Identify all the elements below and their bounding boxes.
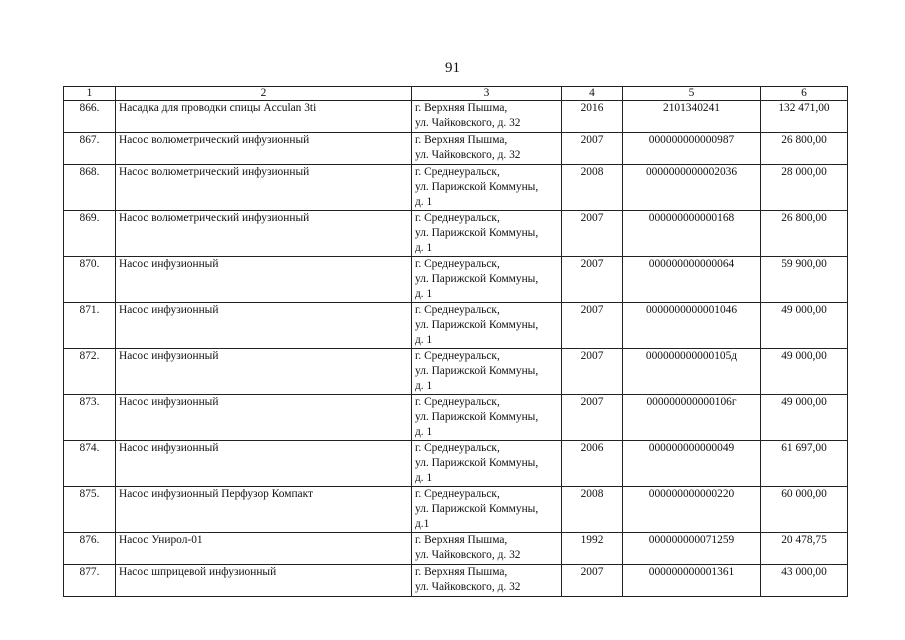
item-name-cell: Насос волюметрический инфузионный (116, 165, 412, 211)
address-line: ул. Парижской Коммуны, (415, 227, 539, 239)
address-cell (412, 441, 562, 487)
table-row (64, 441, 848, 487)
address-cell (412, 133, 562, 165)
cost-cell: 61 697,00 (761, 441, 848, 487)
year-cell: 2008 (562, 487, 623, 533)
address-line: г. Верхняя Пышма, (415, 534, 508, 546)
row-number-cell: 869. (64, 211, 116, 257)
address-cell (412, 395, 562, 441)
column-number-row (64, 87, 848, 101)
address-line: ул. Парижской Коммуны, (415, 457, 539, 469)
table-row (64, 303, 848, 349)
inventory-number-cell: 000000000000220 (623, 487, 761, 533)
address-line: г. Верхняя Пышма, (415, 566, 508, 578)
year-cell: 2007 (562, 133, 623, 165)
address-line: д. 1 (415, 288, 433, 300)
column-header-2: 2 (116, 87, 412, 101)
inventory-number-cell: 000000000000168 (623, 211, 761, 257)
table-row (64, 257, 848, 303)
cost-cell: 43 000,00 (761, 565, 848, 597)
inventory-number-cell: 0000000000002036 (623, 165, 761, 211)
address-line: ул. Парижской Коммуны, (415, 411, 539, 423)
table-row (64, 395, 848, 441)
year-cell: 2007 (562, 349, 623, 395)
address-line: г. Среднеуральск, (415, 258, 500, 270)
item-name-cell: Насос волюметрический инфузионный (116, 133, 412, 165)
address-cell (412, 257, 562, 303)
item-name-cell: Насос инфузионный (116, 349, 412, 395)
row-number-cell: 876. (64, 533, 116, 565)
year-cell: 2016 (562, 101, 623, 133)
inventory-number-cell: 000000000071259 (623, 533, 761, 565)
cost-cell: 26 800,00 (761, 133, 848, 165)
item-name-cell: Насос инфузионный (116, 303, 412, 349)
cost-cell: 60 000,00 (761, 487, 848, 533)
column-header-4: 4 (562, 87, 623, 101)
cost-cell: 28 000,00 (761, 165, 848, 211)
address-line: д. 1 (415, 380, 433, 392)
address-line: д. 1 (415, 472, 433, 484)
year-cell: 2007 (562, 211, 623, 257)
inventory-number-cell: 2101340241 (623, 101, 761, 133)
address-cell (412, 349, 562, 395)
item-name-cell: Насос инфузионный (116, 441, 412, 487)
year-cell: 2007 (562, 257, 623, 303)
address-line: д. 1 (415, 334, 433, 346)
address-line: г. Среднеуральск, (415, 488, 500, 500)
inventory-number-cell: 000000000000064 (623, 257, 761, 303)
item-name-cell: Насос инфузионный (116, 257, 412, 303)
address-line: ул. Парижской Коммуны, (415, 273, 539, 285)
address-line: г. Верхняя Пышма, (415, 102, 508, 114)
item-name-cell: Насос инфузионный Перфузор Компакт (116, 487, 412, 533)
address-line: ул. Чайковского, д. 32 (415, 117, 521, 129)
year-cell: 1992 (562, 533, 623, 565)
column-header-1: 1 (64, 87, 116, 101)
cost-cell: 59 900,00 (761, 257, 848, 303)
table-row (64, 487, 848, 533)
row-number-cell: 875. (64, 487, 116, 533)
year-cell: 2008 (562, 165, 623, 211)
address-line: ул. Чайковского, д. 32 (415, 549, 521, 561)
item-name-cell: Насос волюметрический инфузионный (116, 211, 412, 257)
address-line: ул. Парижской Коммуны, (415, 181, 539, 193)
row-number-cell: 873. (64, 395, 116, 441)
cost-cell: 132 471,00 (761, 101, 848, 133)
address-line: д. 1 (415, 196, 433, 208)
table-row (64, 101, 848, 133)
address-line: ул. Чайковского, д. 32 (415, 149, 521, 161)
inventory-number-cell: 0000000000001046 (623, 303, 761, 349)
item-name-cell: Насос Унирол-01 (116, 533, 412, 565)
address-line: г. Среднеуральск, (415, 304, 500, 316)
address-line: ул. Парижской Коммуны, (415, 503, 539, 515)
address-line: ул. Парижской Коммуны, (415, 319, 539, 331)
row-number-cell: 872. (64, 349, 116, 395)
address-cell (412, 303, 562, 349)
cost-cell: 49 000,00 (761, 395, 848, 441)
item-name-cell: Насадка для проводки спицы Acculan 3ti (116, 101, 412, 133)
address-line: г. Верхняя Пышма, (415, 134, 508, 146)
page-number: 91 (445, 60, 460, 76)
cost-cell: 26 800,00 (761, 211, 848, 257)
address-line: д.1 (415, 518, 430, 530)
address-cell (412, 487, 562, 533)
year-cell: 2007 (562, 303, 623, 349)
address-cell (412, 165, 562, 211)
table-row (64, 165, 848, 211)
address-line: г. Среднеуральск, (415, 396, 500, 408)
item-name-cell: Насос шприцевой инфузионный (116, 565, 412, 597)
table-row (64, 133, 848, 165)
item-name-cell: Насос инфузионный (116, 395, 412, 441)
inventory-number-cell: 000000000000049 (623, 441, 761, 487)
property-registry-table (63, 86, 848, 597)
address-cell (412, 211, 562, 257)
column-header-5: 5 (623, 87, 761, 101)
table-row (64, 211, 848, 257)
row-number-cell: 877. (64, 565, 116, 597)
row-number-cell: 870. (64, 257, 116, 303)
address-line: г. Среднеуральск, (415, 442, 500, 454)
row-number-cell: 868. (64, 165, 116, 211)
row-number-cell: 866. (64, 101, 116, 133)
table-row (64, 349, 848, 395)
address-line: г. Среднеуральск, (415, 212, 500, 224)
row-number-cell: 874. (64, 441, 116, 487)
inventory-number-cell: 000000000000987 (623, 133, 761, 165)
row-number-cell: 867. (64, 133, 116, 165)
inventory-number-cell: 000000000000106г (623, 395, 761, 441)
address-line: д. 1 (415, 242, 433, 254)
year-cell: 2007 (562, 395, 623, 441)
address-line: д. 1 (415, 426, 433, 438)
address-line: ул. Чайковского, д. 32 (415, 581, 521, 593)
row-number-cell: 871. (64, 303, 116, 349)
year-cell: 2006 (562, 441, 623, 487)
address-line: ул. Парижской Коммуны, (415, 365, 539, 377)
table-row (64, 565, 848, 597)
cost-cell: 49 000,00 (761, 349, 848, 395)
table-row (64, 533, 848, 565)
address-line: г. Среднеуральск, (415, 166, 500, 178)
inventory-number-cell: 000000000000105д (623, 349, 761, 395)
inventory-number-cell: 000000000001361 (623, 565, 761, 597)
year-cell: 2007 (562, 565, 623, 597)
cost-cell: 20 478,75 (761, 533, 848, 565)
address-cell (412, 533, 562, 565)
address-cell (412, 101, 562, 133)
column-header-3: 3 (412, 87, 562, 101)
address-line: г. Среднеуральск, (415, 350, 500, 362)
cost-cell: 49 000,00 (761, 303, 848, 349)
address-cell (412, 565, 562, 597)
column-header-6: 6 (761, 87, 848, 101)
